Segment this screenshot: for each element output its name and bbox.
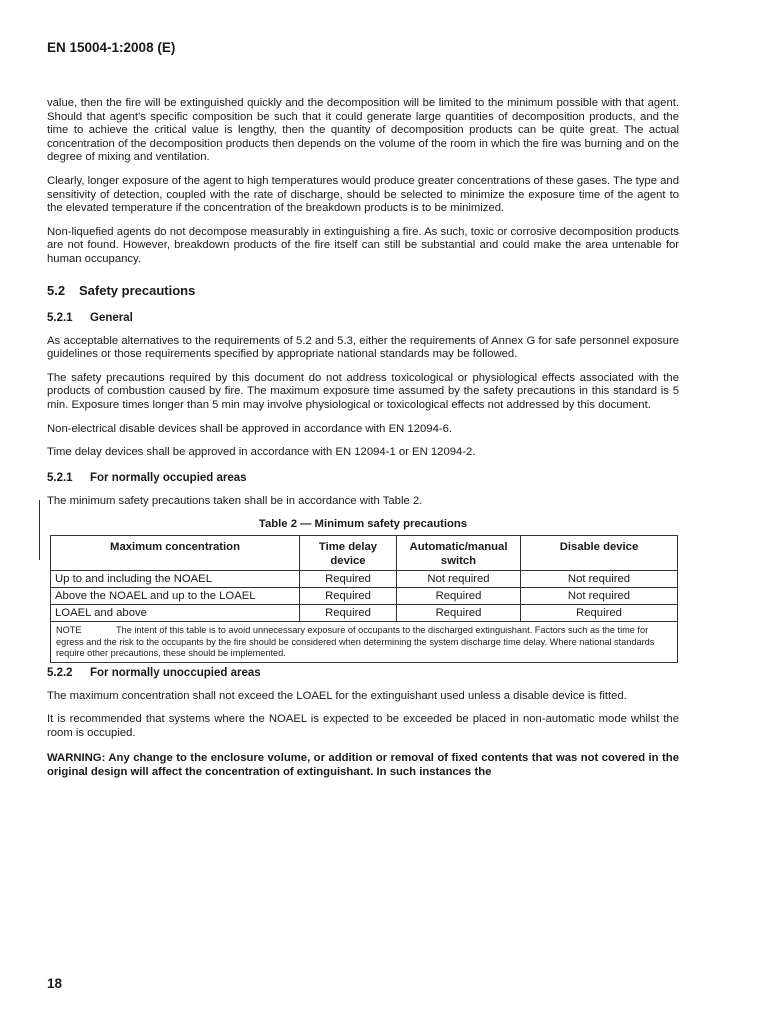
table-cell: Above the NOAEL and up to the LOAEL xyxy=(51,588,300,605)
table-cell: Required xyxy=(521,605,678,622)
paragraph-exposure: Clearly, longer exposure of the agent to high temperatures would produce greater concentrations of these gases. The type and sensitivity of detection, coupled with the rate of discharge, should be selected to minimize the exposure time of the agent to the elevated temperature if the concentration of the breakdown products is to be minimized. xyxy=(47,174,679,215)
paragraph-non-liquefied: Non-liquefied agents do not decompose measurably in extinguishing a fire. As such, toxic or corrosive decomposition products are not found. However, breakdown products of the fire itself can still be substantial and could make the area untenable for human occupancy. xyxy=(47,225,679,265)
document-header: EN 15004-1:2008 (E) xyxy=(47,40,176,55)
note-text: The intent of this table is to avoid unnecessary exposure of occupants to the discharged extinguishant. Factors such as the time for egress and the risk to the occupants by the fire should be considered when determining the system discharge time delay. Where national standards require other precautions, these should be implemented. xyxy=(56,625,655,659)
table-cell: Required xyxy=(300,571,397,588)
table-cell: Up to and including the NOAEL xyxy=(51,571,300,588)
subsection-title: For normally occupied areas xyxy=(90,471,247,484)
table-row xyxy=(51,588,678,605)
column-header: Automatic/manual switch xyxy=(397,536,521,571)
subsection-number: 5.2.1 xyxy=(47,471,73,484)
paragraph-time-delay-devices: Time delay devices shall be approved in accordance with EN 12094-1 or EN 12094-2. xyxy=(47,446,476,459)
subsection-number: 5.2.2 xyxy=(47,666,73,679)
table-cell: Required xyxy=(300,605,397,622)
paragraph-table-reference: The minimum safety precautions taken shall be in accordance with Table 2. xyxy=(47,494,423,507)
revision-change-bar xyxy=(39,500,40,560)
column-header: Maximum concentration xyxy=(51,536,300,571)
column-header: Disable device xyxy=(521,536,678,571)
column-header: Time delay device xyxy=(300,536,397,571)
subsection-heading-unoccupied xyxy=(47,667,679,679)
table-cell: Required xyxy=(300,588,397,605)
table-note-row xyxy=(51,622,678,663)
subsection-heading-general xyxy=(47,312,679,324)
table-note xyxy=(51,622,678,663)
table-caption: Table 2 — Minimum safety precautions xyxy=(258,518,468,531)
paragraph-non-automatic-mode: It is recommended that systems where the NOAEL is expected to be exceeded be placed in non-automatic mode whilst the room is occupied. xyxy=(47,713,679,739)
subsection-title: For normally unoccupied areas xyxy=(90,666,261,679)
table-cell: Not required xyxy=(521,571,678,588)
table-cell: Not required xyxy=(521,588,678,605)
safety-precautions-table xyxy=(50,535,678,663)
section-heading-5-2 xyxy=(47,283,679,298)
table-cell: LOAEL and above xyxy=(51,605,300,622)
paragraph-alternatives: As acceptable alternatives to the requirements of 5.2 and 5.3, either the requirements of Annex G for safe personnel exposure guidelines or those requirements specified by appropriate national standards may be followed. xyxy=(47,334,679,361)
subsection-title: General xyxy=(90,311,133,324)
page-body xyxy=(47,97,679,779)
page-number: 18 xyxy=(47,976,63,991)
table-cell: Required xyxy=(397,588,521,605)
table-header-row xyxy=(51,536,678,571)
section-number: 5.2 xyxy=(47,282,66,298)
table-cell: Required xyxy=(397,605,521,622)
table-row xyxy=(51,571,678,588)
subsection-number: 5.2.1 xyxy=(47,311,73,324)
paragraph-safety-scope: The safety precautions required by this document do not address toxicological or physiological effects associated with the products of combustion caused by fire. The maximum exposure time assumed by the safety precautions in this standard is 5 min. Exposure times longer than 5 min may involve physiological or toxicological effects not addressed by this document. xyxy=(47,371,679,411)
warning-paragraph: WARNING: Any change to the enclosure volume, or addition or removal of fixed contents that was not covered in the original design will affect the concentration of extinguishant. In such instances the xyxy=(47,751,679,778)
section-title: Safety precautions xyxy=(79,282,196,298)
paragraph-disable-devices: Non-electrical disable devices shall be approved in accordance with EN 12094-6. xyxy=(47,422,453,435)
table-cell: Not required xyxy=(397,571,521,588)
paragraph-max-concentration: The maximum concentration shall not exceed the LOAEL for the extinguishant used unless a disable device is fitted. xyxy=(47,689,627,702)
table-row xyxy=(51,605,678,622)
subsection-heading-occupied xyxy=(47,472,679,484)
note-label: NOTE xyxy=(56,625,82,636)
paragraph-decomposition: value, then the fire will be extinguished quickly and the decomposition will be limited to the minimum possible with that agent. Should that agent's specific composition be such that it could generate large quantities of decomposition products, and the time to achieve the critical value is lengthy, then the quantity of decomposition products can be quite great. The actual concentration of the decomposition products then depends on the volume of the room in which the fire was burning and on the degree of mixing and ventilation. xyxy=(47,97,679,164)
